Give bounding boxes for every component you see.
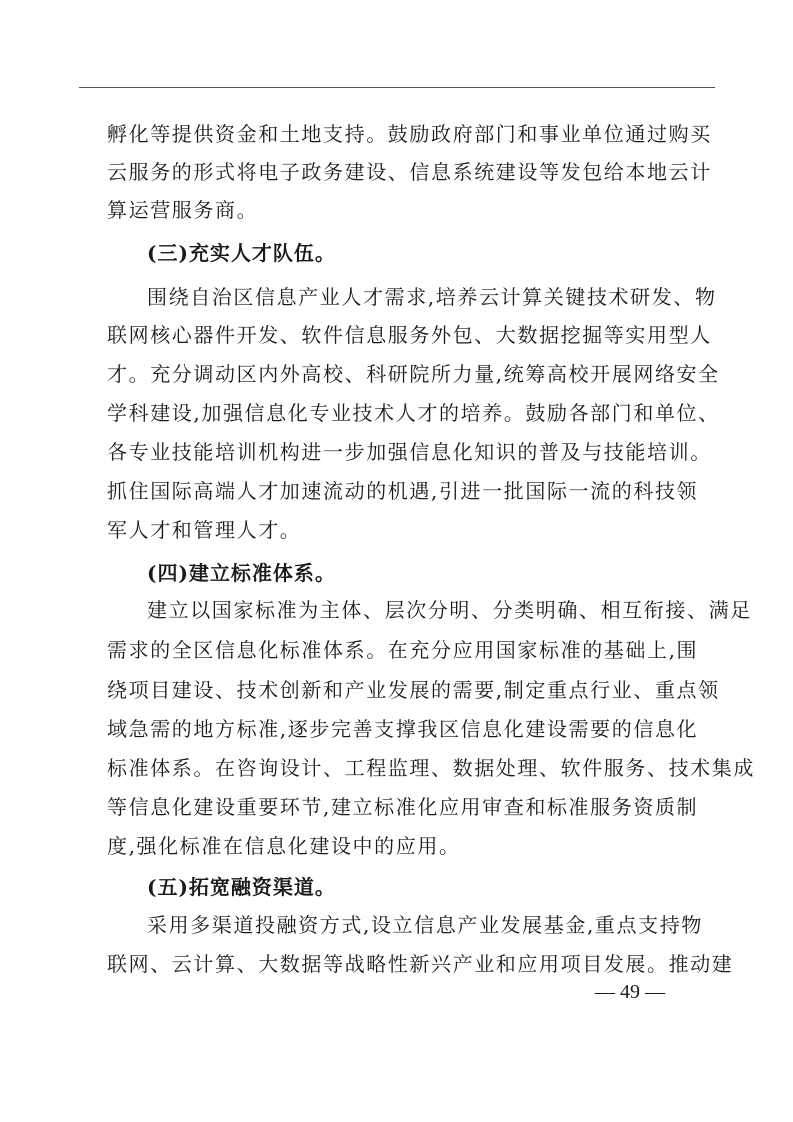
paragraph-line: 围绕自治区信息产业人才需求,培养云计算关键技术研发、物 xyxy=(147,285,717,309)
paragraph-line: 抓住国际高端人才加速流动的机遇,引进一批国际一流的科技领 xyxy=(107,479,699,503)
paragraph-line: 各专业技能培训机构进一步加强信息化知识的普及与技能培训。 xyxy=(107,440,712,464)
paragraph-line: 采用多渠道投融资方式,设立信息产业发展基金,重点支持物 xyxy=(147,913,703,937)
paragraph-line: 学科建设,加强信息化专业技术人才的培养。鼓励各部门和单位、 xyxy=(107,401,720,425)
paragraph-line: 联网、云计算、大数据等战略性新兴产业和应用项目发展。推动建 xyxy=(107,952,734,976)
paragraph-line: 标准体系。在咨询设计、工程监理、数据处理、软件服务、技术集成 xyxy=(107,756,755,780)
section-heading-4: (四)建立标准体系。 xyxy=(147,561,336,585)
paragraph-line: 才。充分调动区内外高校、科研院所力量,统筹高校开展网络安全 xyxy=(107,362,720,386)
header-rule xyxy=(79,87,715,88)
section-heading-5: (五)拓宽融资渠道。 xyxy=(147,875,336,899)
paragraph-line: 绕项目建设、技术创新和产业发展的需要,制定重点行业、重点领 xyxy=(107,678,720,702)
paragraph-line: 度,强化标准在信息化建设中的应用。 xyxy=(107,834,461,858)
section-heading-3: (三)充实人才队伍。 xyxy=(147,241,336,265)
page-number: — 49 — xyxy=(595,981,665,1003)
paragraph-line: 等信息化建设重要环节,建立标准化应用审查和标准服务资质制 xyxy=(107,795,699,819)
paragraph-line: 联网核心器件开发、软件信息服务外包、大数据挖掘等实用型人 xyxy=(107,323,712,347)
paragraph-line: 域急需的地方标准,逐步完善支撑我区信息化建设需要的信息化 xyxy=(107,717,699,741)
paragraph-line: 算运营服务商。 xyxy=(107,198,259,222)
paragraph-line: 军人才和管理人才。 xyxy=(107,518,302,542)
paragraph-line: 孵化等提供资金和土地支持。鼓励政府部门和事业单位通过购买 xyxy=(107,122,712,146)
paragraph-line: 云服务的形式将电子政务建设、信息系统建设等发包给本地云计 xyxy=(107,160,712,184)
paragraph-line: 需求的全区信息化标准体系。在充分应用国家标准的基础上,围 xyxy=(107,638,699,662)
paragraph-line: 建立以国家标准为主体、层次分明、分类明确、相互衔接、满足 xyxy=(147,598,752,622)
